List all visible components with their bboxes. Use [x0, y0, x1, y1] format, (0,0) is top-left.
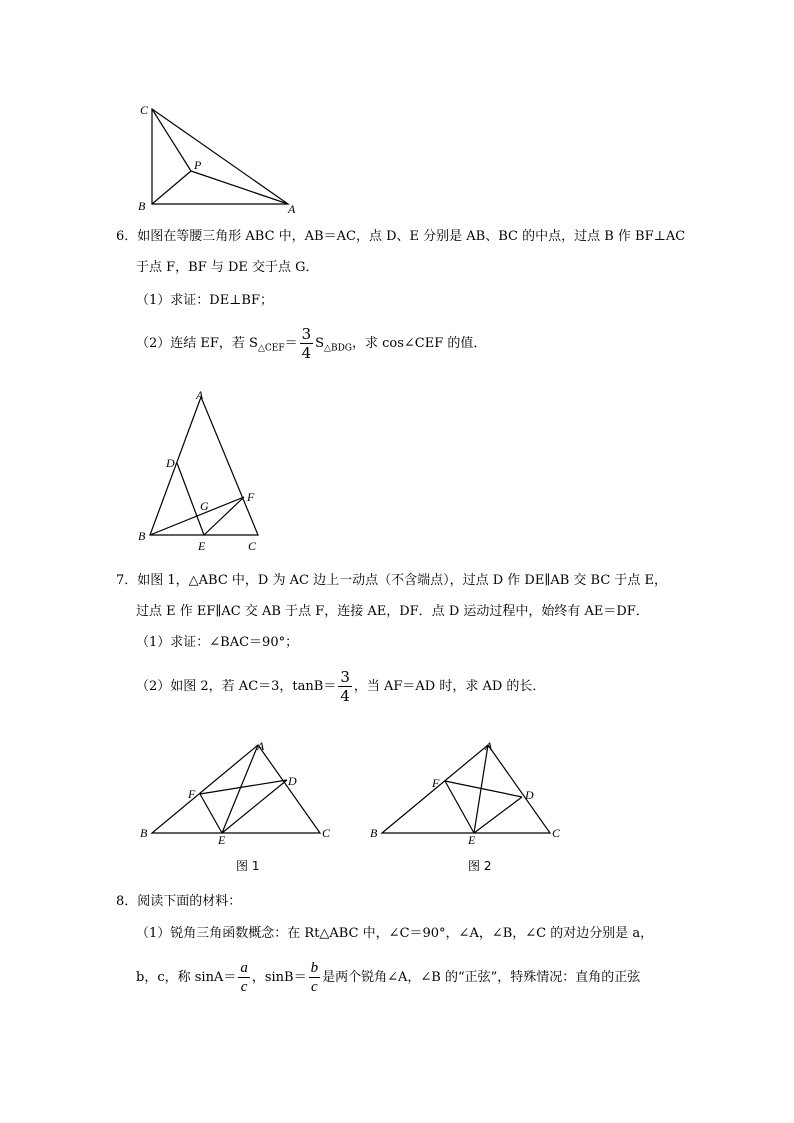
q7-part2-a: （2）如图 2，若 AC＝3，tanB＝ [136, 679, 337, 694]
q8-line3-a: b，c，称 sinA＝ [136, 970, 237, 985]
segment-de [474, 797, 522, 833]
q8-line1: 8．阅读下面的材料： [116, 894, 242, 909]
label-d: D [525, 788, 534, 802]
triangle-abc [152, 745, 320, 833]
q8-line3 [136, 958, 640, 998]
label-b: B [138, 199, 146, 213]
label-e: E [468, 833, 476, 845]
q8-line3-c: 是两个锐角∠A，∠B 的“正弦”，特殊情况：直角的正弦 [322, 970, 641, 985]
triangle-cba [152, 109, 288, 204]
label-f: F [247, 490, 255, 504]
q8-fracB-den: c [311, 979, 318, 995]
label-a: A [485, 739, 493, 753]
label-d: D [288, 774, 297, 788]
label-a: A [257, 739, 265, 753]
q7-frac-den: 4 [340, 687, 350, 705]
label-g: G [200, 499, 209, 513]
label-d: D [166, 456, 175, 470]
q6-line1: 6．如图在等腰三角形 ABC 中，AB＝AC，点 D、E 分别是 AB、BC 的中点，过点 B 作 BF⊥AC [116, 229, 686, 244]
q6-part2-b: ，求 cos∠CEF 的值． [352, 336, 487, 351]
label-e: E [218, 833, 226, 845]
label-b: B [140, 826, 148, 840]
segment-df [445, 781, 522, 797]
label-p: P [194, 158, 202, 172]
segment-ef [200, 794, 222, 833]
q6-fraction [300, 325, 314, 362]
segment-ef [445, 781, 474, 833]
figure-triangle-cpba [130, 100, 310, 215]
segment-bp [152, 171, 191, 204]
q7-part2-b: ，当 AF＝AD 时，求 AD 的长． [353, 679, 546, 694]
q7-line2: 过点 E 作 EF∥AC 交 AB 于点 F，连接 AE，DF．点 D 运动过程中，始终有 AE＝DF． [136, 604, 649, 619]
label-b: B [370, 826, 378, 840]
label-c: C [552, 826, 561, 840]
q6-part1: （1）求证：DE⊥BF； [136, 293, 273, 308]
q7-fraction [338, 668, 352, 705]
label-b: B [138, 529, 146, 543]
segment-cp [152, 109, 191, 171]
q7-line1: 7．如图 1，△ABC 中，D 为 AC 边上一动点（不含端点），过点 D 作 DE∥AB 交 BC 于点 E， [116, 573, 668, 588]
q8-line2: （1）锐角三角函数概念：在 Rt△ABC 中，∠C＝90°，∠A，∠B，∠C 的对边分别是 a， [136, 926, 654, 941]
segment-pa [191, 171, 288, 204]
label-a: A [196, 388, 204, 402]
label-f: F [188, 787, 196, 801]
q7-part1: （1）求证：∠BAC＝90°； [136, 635, 299, 650]
label-c: C [248, 539, 257, 553]
q6-part2-sub2: △BDG [324, 343, 352, 354]
q8-line3-b: ，sinB＝ [251, 970, 307, 985]
q8-fracA-num: a [240, 960, 248, 976]
q6-part2 [136, 324, 486, 369]
label-a: A [288, 202, 296, 215]
q6-frac-num: 3 [301, 325, 312, 343]
q6-frac-den: 4 [301, 344, 312, 362]
segment-ef [204, 497, 244, 535]
q6-part2-eq: ＝ [284, 336, 298, 351]
segment-de [222, 780, 287, 833]
label-e: E [198, 539, 206, 553]
label-c: C [322, 826, 331, 840]
q7-frac-num: 3 [340, 668, 350, 686]
label-c: C [140, 103, 149, 117]
fig2-caption: 图 2 [468, 859, 492, 873]
figure-q7-fig2 [368, 735, 578, 845]
q6-part2-s2: S [315, 336, 325, 351]
figure-q6 [130, 385, 280, 560]
q8-fracA-den: c [240, 979, 248, 995]
fig1-caption: 图 1 [236, 859, 260, 873]
q8-fraction-b [309, 959, 321, 996]
q6-line2: 于点 F，BF 与 DE 交于点 G． [136, 260, 319, 275]
label-f: F [432, 776, 440, 790]
q8-fraction-a [238, 959, 250, 996]
segment-bf [150, 497, 244, 535]
q6-part2-sub1: △CEF [257, 343, 285, 354]
q6-part2-a: （2）连结 EF，若 S [136, 336, 258, 351]
figure-q7-fig1 [130, 735, 340, 845]
q8-fracB-num: b [310, 960, 319, 976]
q7-part2 [136, 667, 545, 707]
